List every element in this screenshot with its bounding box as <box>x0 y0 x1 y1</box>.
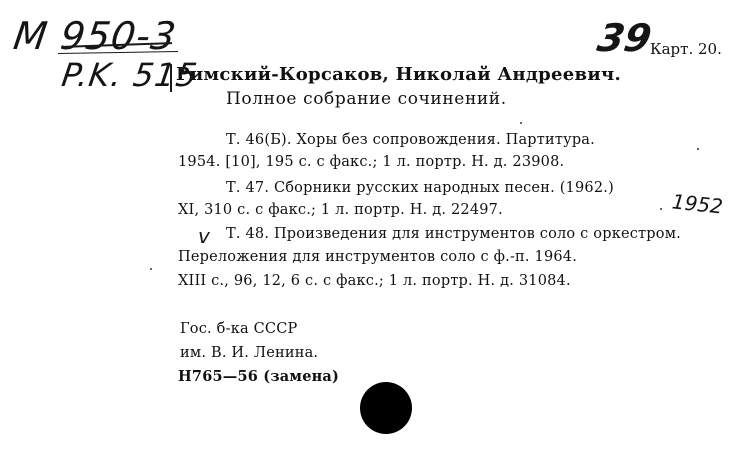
speck <box>520 122 522 124</box>
entry-volume-47: Т. 47. Сборники русских народных песен. (1962.) <box>226 180 614 196</box>
handwritten-check-mark: v <box>198 224 210 248</box>
shelfmark-bar <box>170 64 172 92</box>
card-number: Карт. 20. <box>650 40 722 58</box>
work-title: Полное собрание сочинений. <box>226 89 507 109</box>
speck <box>150 268 152 270</box>
library-card-code: Н765—56 (замена) <box>178 368 340 385</box>
entry-volume-48: Т. 48. Произведения для инструментов соло с оркестром. <box>226 226 681 242</box>
entry-volume-47-details: XI, 310 с. с факс.; 1 л. портр. Н. д. 22497. <box>178 202 503 218</box>
library-name: Гос. б-ка СССР <box>180 321 298 337</box>
handwritten-card-seq: 39 <box>594 16 655 60</box>
entry-volume-48-details: XIII с., 96, 12, 6 с. с факс.; 1 л. портр. Н. д. 31084. <box>178 273 571 289</box>
handwritten-shelfmark-bottom: P.K. 515 <box>59 56 201 94</box>
entry-volume-48-subtitle: Переложения для инструментов соло с ф.-п. 1964. <box>178 249 578 265</box>
author-heading: Римский-Корсаков, Николай Андреевич. <box>176 64 622 85</box>
punch-hole <box>360 382 412 434</box>
speck <box>660 208 662 210</box>
speck <box>697 148 699 150</box>
handwritten-shelfmark-top: M 950-3 <box>10 14 180 58</box>
handwritten-margin-note: 1952 <box>670 189 725 219</box>
library-dedication: им. В. И. Ленина. <box>180 345 319 361</box>
entry-volume-46: Т. 46(Б). Хоры без сопровождения. Партитура. <box>226 132 595 148</box>
entry-volume-46-details: 1954. [10], 195 с. с факс.; 1 л. портр. Н. д. 23908. <box>178 154 565 170</box>
